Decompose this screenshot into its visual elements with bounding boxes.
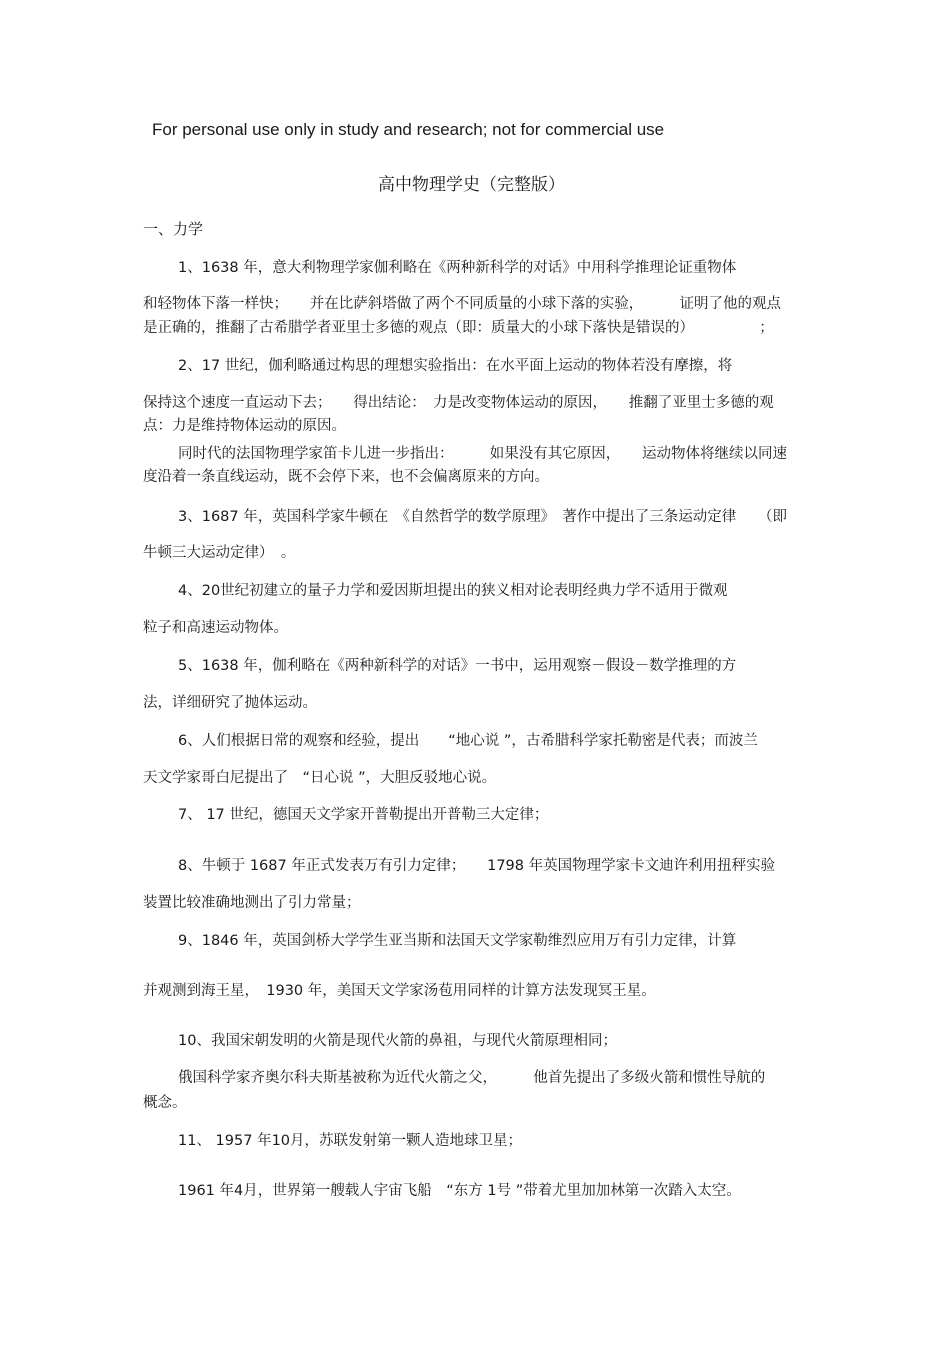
paragraph-line: 3、1687 年，英国科学家牛顿在 《自然哲学的数学原理》 著作中提出了三条运动定律 （即 (178, 509, 787, 525)
document-title: 高中物理学史（完整版） (378, 175, 565, 195)
paragraph-line: 装置比较准确地测出了引力常量； (143, 895, 361, 911)
paragraph-line: 5、1638 年，伽利略在《两种新科学的对话》一书中，运用观察－假设－数学推理的方 (178, 658, 737, 674)
paragraph-line: 10、我国宋朝发明的火箭是现代火箭的鼻祖，与现代火箭原理相同； (178, 1033, 617, 1049)
paragraph-line: 天文学家哥白尼提出了 “日心说 ”，大胆反驳地心说。 (143, 770, 497, 786)
paragraph-line: 粒子和高速运动物体。 (143, 620, 288, 636)
section-heading: 一、力学 (143, 220, 204, 238)
paragraph-line: 同时代的法国物理学家笛卡儿进一步指出： 如果没有其它原因， 运动物体将继续以同速 (178, 446, 787, 462)
paragraph-line: 是正确的，推翻了古希腊学者亚里士多德的观点（即：质量大的小球下落快是错误的） ； (143, 320, 774, 336)
paragraph-line: 保持这个速度一直运动下去； 得出结论： 力是改变物体运动的原因， 推翻了亚里士多德的观 (143, 395, 774, 411)
paragraph-line: 1、1638 年，意大利物理学家伽利略在《两种新科学的对话》中用科学推理论证重物体 (178, 260, 737, 276)
paragraph-line: 牛顿三大运动定律） 。 (143, 545, 296, 561)
paragraph-line: 4、20世纪初建立的量子力学和爱因斯坦提出的狭义相对论表明经典力学不适用于微观 (178, 583, 728, 599)
paragraph-line: 8、牛顿于 1687 年正式发表万有引力定律； 1798 年英国物理学家卡文迪许利用扭秤实验 (178, 858, 776, 874)
paragraph-line: 并观测到海王星， 1930 年，美国天文学家汤苞用同样的计算方法发现冥王星。 (143, 983, 656, 999)
paragraph-line: 9、1846 年，英国剑桥大学学生亚当斯和法国天文学家勒维烈应用万有引力定律，计算 (178, 933, 737, 949)
paragraph-line: 法，详细研究了抛体运动。 (143, 695, 317, 711)
paragraph-line: 概念。 (143, 1095, 187, 1111)
paragraph-line: 俄国科学家齐奥尔科夫斯基被称为近代火箭之父， 他首先提出了多级火箭和惯性导航的 (178, 1070, 766, 1086)
paragraph-line: 和轻物体下落一样快； 并在比萨斜塔做了两个不同质量的小球下落的实验， 证明了他的观点 (143, 296, 781, 312)
paragraph-line: 7、 17 世纪，德国天文学家开普勒提出开普勒三大定律； (178, 807, 549, 823)
paragraph-line: 11、 1957 年10月，苏联发射第一颗人造地球卫星； (178, 1133, 523, 1149)
paragraph-line: 2、17 世纪，伽利略通过构思的理想实验指出：在水平面上运动的物体若没有摩擦，将 (178, 358, 733, 374)
page-header-notice: For personal use only in study and research; not for commercial use (152, 120, 665, 139)
paragraph-line: 点：力是维持物体运动的原因。 (143, 418, 346, 434)
paragraph-line: 6、人们根据日常的观察和经验，提出 “地心说 ”，古希腊科学家托勒密是代表；而波兰 (178, 733, 758, 749)
paragraph-line: 度沿着一条直线运动，既不会停下来，也不会偏离原来的方向。 (143, 469, 549, 485)
paragraph-line: 1961 年4月，世界第一艘载人宇宙飞船 “东方 1号 ”带着尤里加加林第一次踏入太空。 (178, 1183, 741, 1199)
